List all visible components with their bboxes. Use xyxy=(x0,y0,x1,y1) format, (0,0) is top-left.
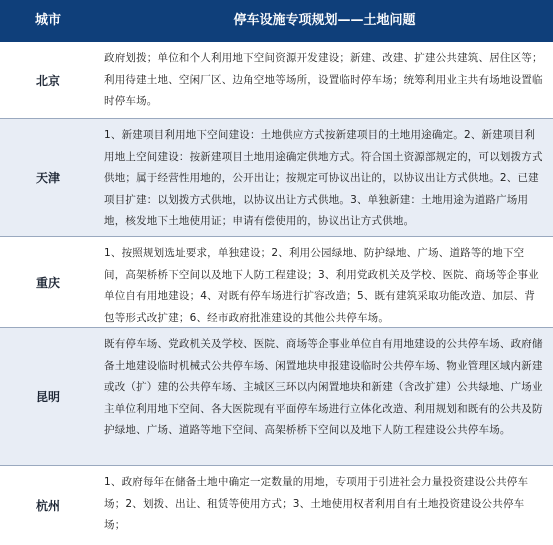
table-row-hangzhou xyxy=(0,466,553,544)
table-row-beijing xyxy=(0,42,553,119)
city-cell: 天津 xyxy=(35,171,60,185)
table-row-kunming xyxy=(0,328,553,466)
table-row-chongqing xyxy=(0,237,553,328)
policy-text: 1、按照规划选址要求，单独建设；2、利用公园绿地、防护绿地、广场、道路等的地下空间，高架桥桥下空间以及地下人防工程建设；3、利用党政机关及学校、医院、商场等企事业单位自有用地建设；4、对既有停车场进行扩容改造；5、既有建筑采取功能改造、加层、背包等形式改扩建；6、经市政府批准建设的其他公共停车场。 xyxy=(104,247,539,324)
header-topic: 停车设施专项规划——土地问题 xyxy=(233,13,416,28)
city-cell: 重庆 xyxy=(35,275,60,290)
city-cell: 昆明 xyxy=(35,390,60,404)
table-row-tianjin xyxy=(0,119,553,237)
table-header xyxy=(0,0,553,42)
city-cell: 北京 xyxy=(35,73,60,88)
policy-text: 1、新建项目利用地下空间建设：土地供应方式按新建项目的土地用途确定。2、新建项目利用地上空间建设：按新建项目土地用途确定供地方式。符合国土资源部规定的，可以划拨方式供地；属于经营性用地的，公开出让；按规定可协议出让的，以协议出让方式供地。2、已建项目扩建：以划拨方式供地，以协议出让方式供地。3、单独新建：土地用途为道路广场用地，核发地下土地使用证；申请有偿使用的，协议出让方式供地。 xyxy=(104,129,543,227)
policy-text: 既有停车场、党政机关及学校、医院、商场等企事业单位自有用地建设的公共停车场、政府储备土地建设临时机械式公共停车场、闲置地块申报建设临时公共停车场、物业管理区域内新建或改（扩）建的公共停车场、主城区三环以内闲置地块和新建（含改扩建）公共绿地、广场业主单位利用地下空间、各大医院现有平面停车场进行立体化改造、利用规划和既有的公共及防护绿地、广场、道路等地下空间、高架桥桥下空间以及地下人防工程建设公共停车场。 xyxy=(104,338,543,436)
city-cell: 杭州 xyxy=(35,498,60,513)
policy-text: 政府划拨；单位和个人利用地下空间资源开发建设；新建、改建、扩建公共建筑、居住区等；利用待建土地、空闲厂区、边角空地等场所，设置临时停车场；统筹利用业主共有场地设置临时停车场。 xyxy=(104,52,543,107)
header-city: 城市 xyxy=(34,13,61,28)
policy-text: 1、政府每年在储备土地中确定一定数量的用地，专项用于引进社会力量投资建设公共停车场；2、划拨、出让、租赁等使用方式；3、土地使用权者利用自有土地投资建设公共停车场； xyxy=(104,476,529,531)
